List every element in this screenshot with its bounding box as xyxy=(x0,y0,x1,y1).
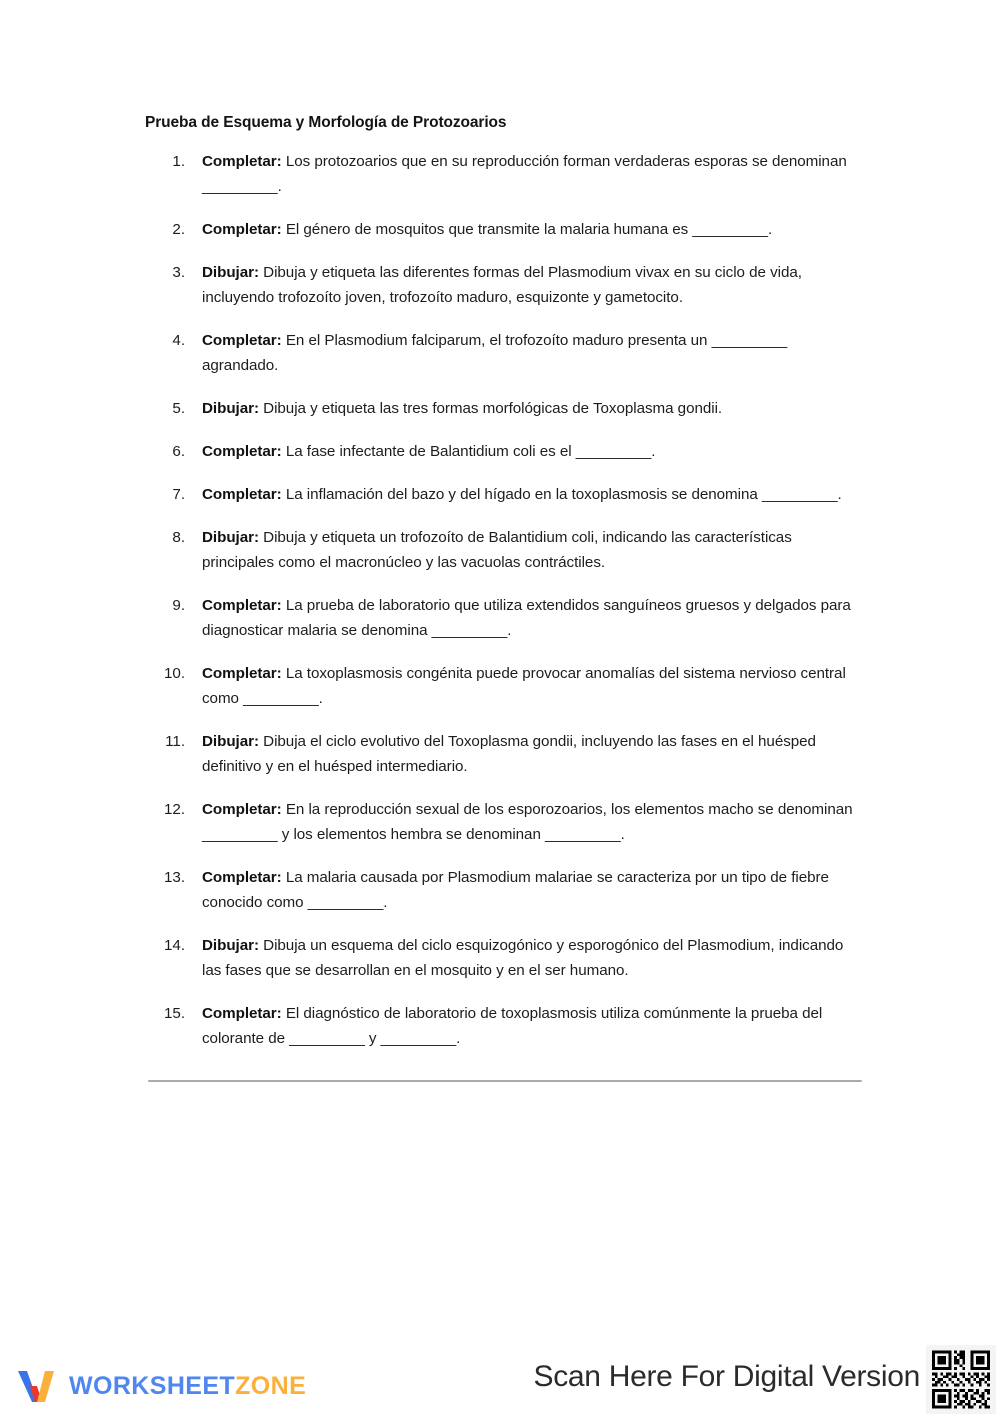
question-item xyxy=(145,593,860,643)
question-item xyxy=(145,797,860,847)
question-text: Dibuja y etiqueta un trofozoíto de Balantidium coli, indicando las características principales como el macronúcleo y las vacuolas contráctiles. xyxy=(202,529,792,572)
question-number: 2. xyxy=(172,221,185,239)
brand-wordmark xyxy=(69,1371,307,1400)
qr-code-icon[interactable] xyxy=(926,1345,996,1414)
brand-word-primary: WORKSHEET xyxy=(69,1371,236,1400)
question-type-label: Completar: xyxy=(202,221,282,239)
question-type-label: Dibujar: xyxy=(202,264,259,282)
question-number: 5. xyxy=(172,400,185,418)
question-item xyxy=(145,149,860,199)
question-text: El género de mosquitos que transmite la malaria humana es _________. xyxy=(281,221,773,239)
question-number: 4. xyxy=(172,332,185,350)
worksheet-zone-logo[interactable] xyxy=(16,1366,306,1406)
question-number: 10. xyxy=(164,665,185,683)
question-item xyxy=(145,661,860,711)
question-item xyxy=(145,933,860,983)
question-type-label: Dibujar: xyxy=(202,529,259,547)
question-number: 6. xyxy=(172,443,185,461)
brand-word-secondary: ZONE xyxy=(235,1371,307,1400)
question-type-label: Dibujar: xyxy=(202,400,259,418)
question-item xyxy=(145,328,860,378)
question-type-label: Completar: xyxy=(202,153,282,171)
question-number: 11. xyxy=(165,733,185,751)
question-number: 3. xyxy=(172,264,185,282)
question-text: Dibuja y etiqueta las tres formas morfológicas de Toxoplasma gondii. xyxy=(258,400,723,418)
question-type-label: Completar: xyxy=(202,869,282,887)
question-type-label: Dibujar: xyxy=(202,733,259,751)
question-text: En la reproducción sexual de los esporozoarios, los elementos macho se denominan _________ y los elementos hembra se denominan _________. xyxy=(202,801,853,844)
worksheet-zone-mark-icon xyxy=(16,1366,60,1406)
question-type-label: Completar: xyxy=(202,597,282,615)
question-type-label: Completar: xyxy=(202,443,282,461)
question-number: 7. xyxy=(172,486,185,504)
question-number: 14. xyxy=(164,937,185,955)
question-item xyxy=(145,396,860,421)
question-text: Dibuja el ciclo evolutivo del Toxoplasma gondii, incluyendo las fases en el huésped definitivo y en el huésped intermediario. xyxy=(202,733,816,776)
question-text: Dibuja un esquema del ciclo esquizogónico y esporogónico del Plasmodium, indicando las fases que se desarrollan en el mosquito y en el ser humano. xyxy=(202,937,844,980)
question-text: La fase infectante de Balantidium coli es el _________. xyxy=(281,443,656,461)
question-text: La prueba de laboratorio que utiliza extendidos sanguíneos gruesos y delgados para diagnosticar malaria se denomina _________. xyxy=(202,597,851,640)
question-text: En el Plasmodium falciparum, el trofozoíto maduro presenta un _________ agrandado. xyxy=(202,332,788,375)
scan-digital-version-group[interactable] xyxy=(534,1345,996,1414)
question-type-label: Dibujar: xyxy=(202,937,259,955)
question-item xyxy=(145,865,860,915)
question-item xyxy=(145,729,860,779)
question-number: 8. xyxy=(172,529,185,547)
scan-instruction-label: Scan Here For Digital Version xyxy=(533,1360,920,1393)
question-type-label: Completar: xyxy=(202,665,282,683)
question-text: Los protozoarios que en su reproducción forman verdaderas esporas se denominan _________. xyxy=(202,153,847,196)
section-divider xyxy=(148,1080,862,1082)
question-text: El diagnóstico de laboratorio de toxoplasmosis utiliza comúnmente la prueba del colorante de _________ y _________. xyxy=(202,1005,823,1048)
question-text: Dibuja y etiqueta las diferentes formas del Plasmodium vivax en su ciclo de vida, incluyendo trofozoíto joven, trofozoíto maduro, esquizonte y gametocito. xyxy=(202,264,802,307)
page-title: Prueba de Esquema y Morfología de Protozoarios xyxy=(145,114,507,131)
page-footer xyxy=(0,1328,1000,1414)
question-item xyxy=(145,525,860,575)
question-number: 9. xyxy=(172,597,185,615)
question-text: La malaria causada por Plasmodium malariae se caracteriza por un tipo de fiebre conocido como _________. xyxy=(202,869,829,912)
question-item xyxy=(145,482,860,507)
question-number: 1. xyxy=(172,153,185,171)
question-item xyxy=(145,260,860,310)
question-type-label: Completar: xyxy=(202,486,282,504)
question-text: La toxoplasmosis congénita puede provocar anomalías del sistema nervioso central como _________. xyxy=(202,665,846,708)
worksheet-body xyxy=(145,113,860,1051)
question-item xyxy=(145,1001,860,1051)
question-item xyxy=(145,439,860,464)
question-list xyxy=(145,149,860,1051)
question-number: 13. xyxy=(164,869,185,887)
question-type-label: Completar: xyxy=(202,332,282,350)
question-type-label: Completar: xyxy=(202,801,282,819)
question-number: 15. xyxy=(164,1005,185,1023)
question-type-label: Completar: xyxy=(202,1005,282,1023)
question-text: La inflamación del bazo y del hígado en la toxoplasmosis se denomina _________. xyxy=(281,486,842,504)
question-item xyxy=(145,217,860,242)
question-number: 12. xyxy=(164,801,185,819)
qr-code-pattern xyxy=(926,1345,996,1414)
